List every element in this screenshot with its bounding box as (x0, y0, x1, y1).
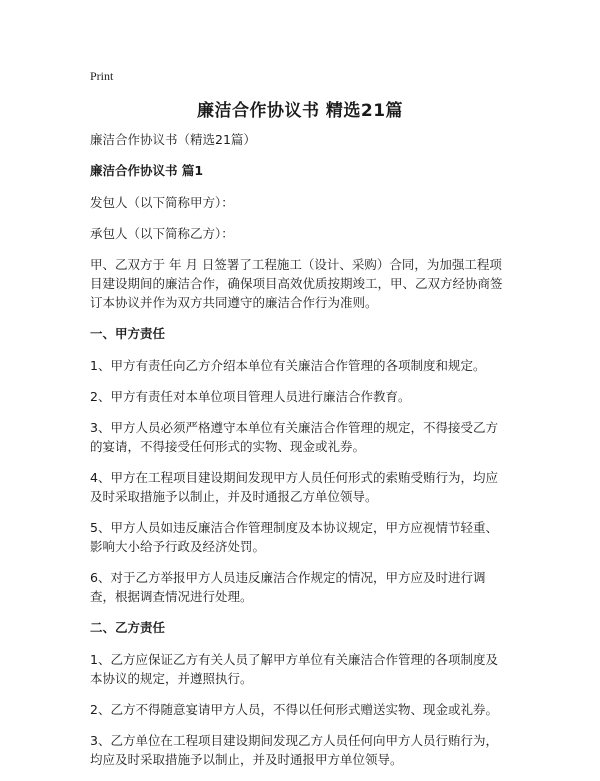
section-title: 廉洁合作协议书 篇1 (90, 163, 204, 178)
a-item: 1、甲方有责任向乙方介绍本单位有关廉洁合作管理的各项制度和规定。 (90, 358, 486, 373)
party-b-line: 承包人（以下简称乙方）： (90, 226, 234, 241)
a-item: 5、甲方人员如违反廉洁合作管理制度及本协议规定，甲方应视情节轻重、影响大小给予行政及经济处罚。 (90, 520, 498, 554)
b-item: 2、乙方不得随意宴请甲方人员，不得以任何形式赠送实物、现金或礼券。 (90, 702, 498, 717)
document-body (90, 130, 510, 781)
party-a-line: 发包人（以下简称甲方）： (90, 195, 234, 210)
a-item: 6、对于乙方举报甲方人员违反廉洁合作规定的情况，甲方应及时进行调查，根据调查情况进行处理。 (90, 570, 486, 604)
intro-paragraph: 甲、乙双方于 年 月 日签署了工程施工（设计、采购）合同，为加强工程项目建设期间的廉洁合作，确保项目高效优质按期竣工，甲、乙双方经协商签订本协议并作为双方共同遵守的廉洁合作行为准则。 (90, 257, 503, 310)
a-item: 4、甲方在工程项目建设期间发现甲方人员任何形式的索贿受贿行为，均应及时采取措施予以制止，并及时通报乙方单位领导。 (90, 470, 498, 504)
heading-party-b-duties: 二、乙方责任 (90, 620, 166, 635)
subtitle: 廉洁合作协议书（精选21篇） (90, 132, 256, 147)
heading-party-a-duties: 一、甲方责任 (90, 326, 166, 341)
print-link[interactable]: Print (90, 69, 114, 83)
b-item: 3、乙方单位在工程项目建设期间发现乙方人员任何向甲方人员行贿行为，均应及时采取措施予以制止，并及时通报甲方单位领导。 (90, 733, 498, 767)
page-title: 廉洁合作协议书 精选21篇 (196, 101, 404, 121)
a-item: 2、甲方有责任对本单位项目管理人员进行廉洁合作教育。 (90, 389, 411, 404)
b-item: 1、乙方应保证乙方有关人员了解甲方单位有关廉洁合作管理的各项制度及本协议的规定，并遵照执行。 (90, 652, 498, 686)
a-item: 3、甲方人员必须严格遵守本单位有关廉洁合作管理的规定，不得接受乙方的宴请，不得接受任何形式的实物、现金或礼券。 (90, 420, 498, 454)
